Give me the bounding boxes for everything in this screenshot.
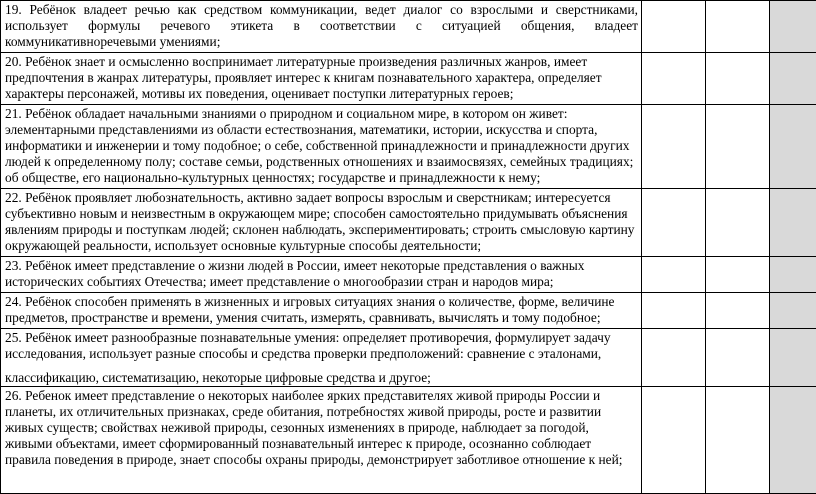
rating-cell-2[interactable]: [706, 105, 770, 189]
item-text-cell: [1, 329, 642, 387]
table-row: [1, 53, 816, 105]
item-text-cell: [1, 53, 642, 105]
table-row: [1, 293, 816, 329]
table-row: [1, 105, 816, 189]
item-text-cell: [1, 387, 642, 494]
rating-cell-1[interactable]: [642, 387, 706, 494]
item-text: Ребёнок имеет представление о жизни людей в России, имеет некоторые представления о важных исторических событиях Отечества; имеет представление о многообразии стран и народов мира;: [5, 258, 584, 289]
rating-cell-3[interactable]: [770, 257, 816, 293]
rating-cell-1[interactable]: [642, 189, 706, 257]
item-text: Ребёнок способен применять в жизненных и игровых ситуациях знания о количестве, форме, величине предметов, пространстве и времени, умения считать, измерять, сравнивать, вычислять и тому подобное;: [5, 294, 615, 325]
rating-cell-1[interactable]: [642, 257, 706, 293]
item-text-cell: [1, 257, 642, 293]
item-text: Ребёнок знает и осмысленно воспринимает литературные произведения различных жанров, имеет предпочтения в жанрах литературы, проявляет интерес к книгам познавательного характера, определяет характеры персонажей, мотивы их поведения, оценивает поступки литературных героев;: [5, 54, 602, 101]
item-text: Ребёнок владеет речью как средством коммуникации, ведет диалог со взрослыми и сверстниками, использует формулы речевого этикета в соответствии с ситуацией общения, владеет коммуникативноречевыми умениями;: [5, 2, 638, 49]
table-row: [1, 329, 816, 387]
table-row: [1, 1, 816, 53]
rating-cell-3[interactable]: [770, 105, 816, 189]
rating-cell-1[interactable]: [642, 53, 706, 105]
rating-cell-3[interactable]: [770, 1, 816, 53]
item-text-cell: [1, 293, 642, 329]
item-number: 24.: [5, 294, 22, 309]
rating-cell-3[interactable]: [770, 387, 816, 494]
item-text: Ребенок имеет представление о некоторых наиболее ярких представителях живой природы России и планеты, их отличительных признаках, среде обитания, потребностях живой природы, росте и развитии живых существ; свойствах неживой природы, сезонных изменениях в природе, наблюдает за погодой, живыми объектами, имеет сформированный познавательный интерес к природе, осознанно соблюдает правила поведения в природе, знает способы охраны природы, демонстрирует заботливое отношение к ней;: [5, 388, 622, 467]
item-number: 22.: [5, 190, 22, 205]
rating-cell-2[interactable]: [706, 387, 770, 494]
table-row: [1, 387, 816, 494]
item-text: Ребёнок имеет разнообразные познавательные умения: определяет противоречия, формулирует задачу исследования, использует разные способы и средства проверки предположений: сравнение с эталонами,: [5, 330, 611, 361]
item-number: 26.: [5, 388, 22, 403]
rating-cell-3[interactable]: [770, 329, 816, 387]
item-text-cell: [1, 189, 642, 257]
rating-cell-2[interactable]: [706, 329, 770, 387]
rating-cell-2[interactable]: [706, 189, 770, 257]
item-text-cell: [1, 1, 642, 53]
rating-cell-3[interactable]: [770, 293, 816, 329]
rating-cell-1[interactable]: [642, 329, 706, 387]
item-text-continued: классификацию, систематизацию, некоторые цифровые средства и другое;: [5, 370, 431, 385]
item-number: 23.: [5, 258, 22, 273]
rating-cell-2[interactable]: [706, 1, 770, 53]
rating-cell-3[interactable]: [770, 53, 816, 105]
rating-cell-1[interactable]: [642, 1, 706, 53]
rating-cell-2[interactable]: [706, 257, 770, 293]
item-text: Ребёнок проявляет любознательность, активно задает вопросы взрослым и сверстникам; интересуется субъективно новым и неизвестным в окружающем мире; способен самостоятельно придумывать объяснения явлениям природы и поступкам людей; склонен наблюдать, экспериментировать; строить смысловую картину окружающей реальности, использует основные культурные способы деятельности;: [5, 190, 635, 253]
item-number: 19.: [5, 2, 22, 17]
rating-cell-1[interactable]: [642, 105, 706, 189]
item-text-cell: [1, 105, 642, 189]
rating-cell-2[interactable]: [706, 53, 770, 105]
item-number: 20.: [5, 54, 22, 69]
rating-cell-3[interactable]: [770, 189, 816, 257]
item-text: Ребёнок обладает начальными знаниями о природном и социальном мире, в котором он живет: элементарными представлениями из области естествознания, математики, истории, искусства и спорта, информатики и инженерии и тому подобное; о себе, собственной принадлежности и принадлежности других людей к определенному полу; составе семьи, родственных отношениях и взаимосвязях, семейных традициях; об обществе, его национально-культурных ценностях; государстве и принадлежности к нему;: [5, 106, 633, 185]
rating-cell-2[interactable]: [706, 293, 770, 329]
rating-cell-1[interactable]: [642, 293, 706, 329]
table-row: [1, 257, 816, 293]
item-number: 21.: [5, 106, 22, 121]
table-row: [1, 189, 816, 257]
item-number: 25.: [5, 330, 22, 345]
